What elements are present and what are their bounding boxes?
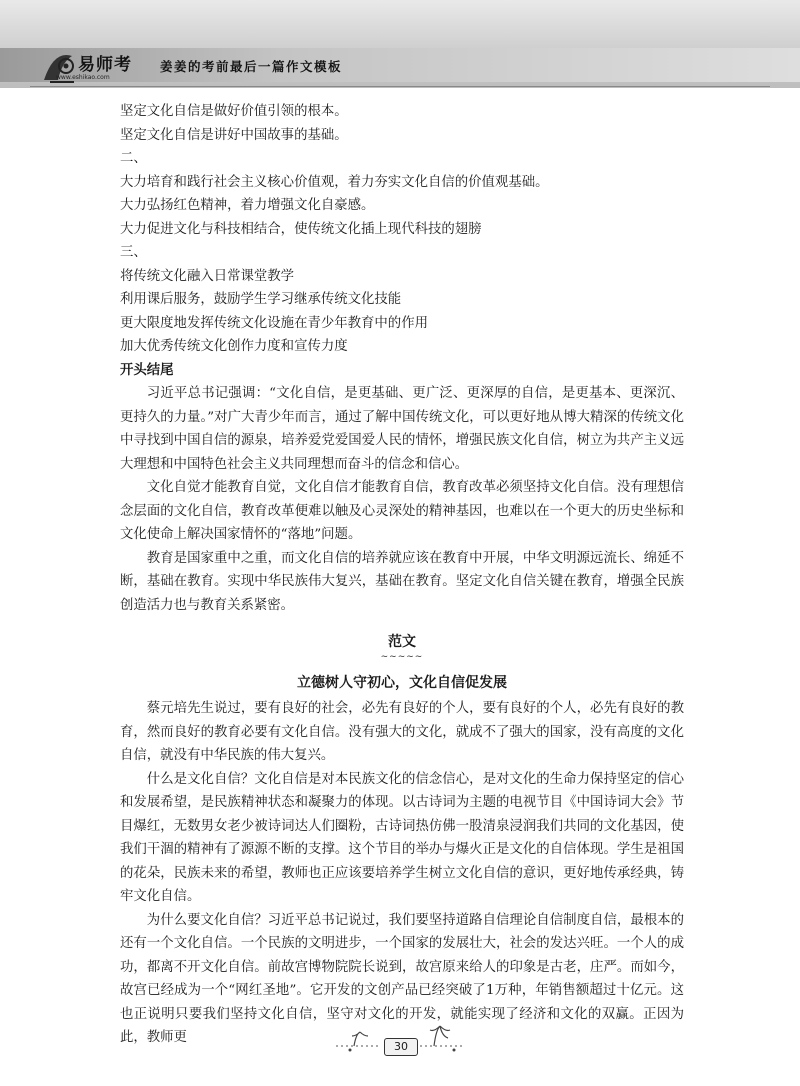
outline-item: 将传统文化融入日常课堂教学 bbox=[120, 268, 295, 284]
essay-paragraph: 蔡元培先生说过，要有良好的社会，必先有良好的个人，要有良好的个人，必先有良好的教育，然而良好的教育必要有文化自信。没有强大的文化，就成不了强大的国家，没有高度的文化自信，就没有中华民族的伟大复兴。 bbox=[120, 701, 684, 763]
essay-paragraph: 为什么要文化自信？习近平总书记说过，我们要坚持道路自信理论自信制度自信，最根本的还有一个文化自信。一个民族的文明进步，一个国家的发展壮大，社会的发达兴旺。一个人的成功，都离不开文化自信。前故宫博物院院长说到，故宫原来给人的印象是古老，庄严。而如今，故宫已经成为一个“网红圣地”。它开发的文创产品已经突破了1万种，年销售额超过十亿元。这也正说明只要我们坚持文化自信，坚守对文化的开发，就能实现了经济和文化的双赢。正因为此，教师更 bbox=[120, 912, 684, 1045]
logo-text: 易师考 bbox=[78, 55, 132, 75]
header-divider bbox=[30, 86, 770, 87]
fanwen-underline-decoration: ~~~~~ bbox=[380, 652, 424, 662]
opening-paragraph: 教育是国家重中之重，而文化自信的培养就应该在教育中开展，中华文明源远流长、绵延不断，基础在教育。实现中华民族伟大复兴，基础在教育。坚定文化自信关键在教育，增强全民族创造活力也与教育关系紧密。 bbox=[120, 550, 684, 613]
essay-paragraph: 什么是文化自信？文化自信是对本民族文化的信念信心，是对文化的生命力保持坚定的信心和发展希望，是民族精神状态和凝聚力的体现。以古诗词为主题的电视节目《中国诗词大会》节目爆红，无数男女老少被诗词达人们圈粉，古诗词热仿佛一股清泉浸润我们共同的文化基因，使我们干涸的精神有了源源不断的支撑。这个节目的举办与爆火正是文化的自信体现。学生是祖国的花朵，民族未来的希望，教师也正应该要培养学生树立文化自信的意识，更好地传承经典，铸牢文化自信。 bbox=[120, 771, 684, 904]
outline-item: 大力培育和践行社会主义核心价值观，着力夯实文化自信的价值观基础。 bbox=[120, 174, 549, 190]
outline-item: 大力弘扬红色精神，着力增强文化自豪感。 bbox=[120, 198, 375, 213]
fanwen-label: 范文 bbox=[388, 634, 416, 650]
outline-item: 大力促进文化与科技相结合，使传统文化插上现代科技的翅膀 bbox=[120, 221, 482, 237]
essay-title: 立德树人守初心，文化自信促发展 bbox=[297, 675, 507, 691]
page-number: 30 bbox=[384, 1038, 418, 1056]
outline-item: 坚定文化自信是讲好中国故事的基础。 bbox=[120, 127, 348, 143]
outline-item: 加大优秀传统文化创作力度和宣传力度 bbox=[120, 339, 348, 354]
opening-paragraph: 文化自觉才能教育自觉，文化自信才能教育自信，教育改革必须坚持文化自信。没有理想信念层面的文化自信，教育改革便难以触及心灵深处的精神基因，也难以在一个更大的历史坐标和文化使命上解决国家情怀的“落地”问题。 bbox=[120, 480, 684, 542]
outline-section-number: 二、 bbox=[120, 151, 147, 166]
outline-section-number: 三、 bbox=[120, 245, 147, 260]
outline-item: 坚定文化自信是做好价值引领的根本。 bbox=[120, 104, 348, 119]
page-header bbox=[0, 0, 800, 88]
logo-url: www.eshikao.com bbox=[56, 74, 110, 81]
opening-paragraph: 习近平总书记强调：“文化自信，是更基础、更广泛、更深厚的自信，是更基本、更深沉、更持久的力量。”对广大青少年而言，通过了解中国传统文化，可以更好地从博大精深的传统文化中寻找到中国自信的源泉，培养爱党爱国爱人民的情怀，增强民族文化自信，树立为共产主义远大理想和中国特色社会主义共同理想而奋斗的信念和信心。 bbox=[120, 386, 684, 472]
opening-heading: 开头结尾 bbox=[120, 362, 174, 378]
outline-item: 更大限度地发挥传统文化设施在青少年教育中的作用 bbox=[120, 315, 428, 331]
header-title: 姜姜的考前最后一篇作文模板 bbox=[160, 59, 343, 74]
outline-item: 利用课后服务，鼓励学生学习继承传统文化技能 bbox=[120, 292, 402, 307]
page-content bbox=[120, 100, 684, 1050]
